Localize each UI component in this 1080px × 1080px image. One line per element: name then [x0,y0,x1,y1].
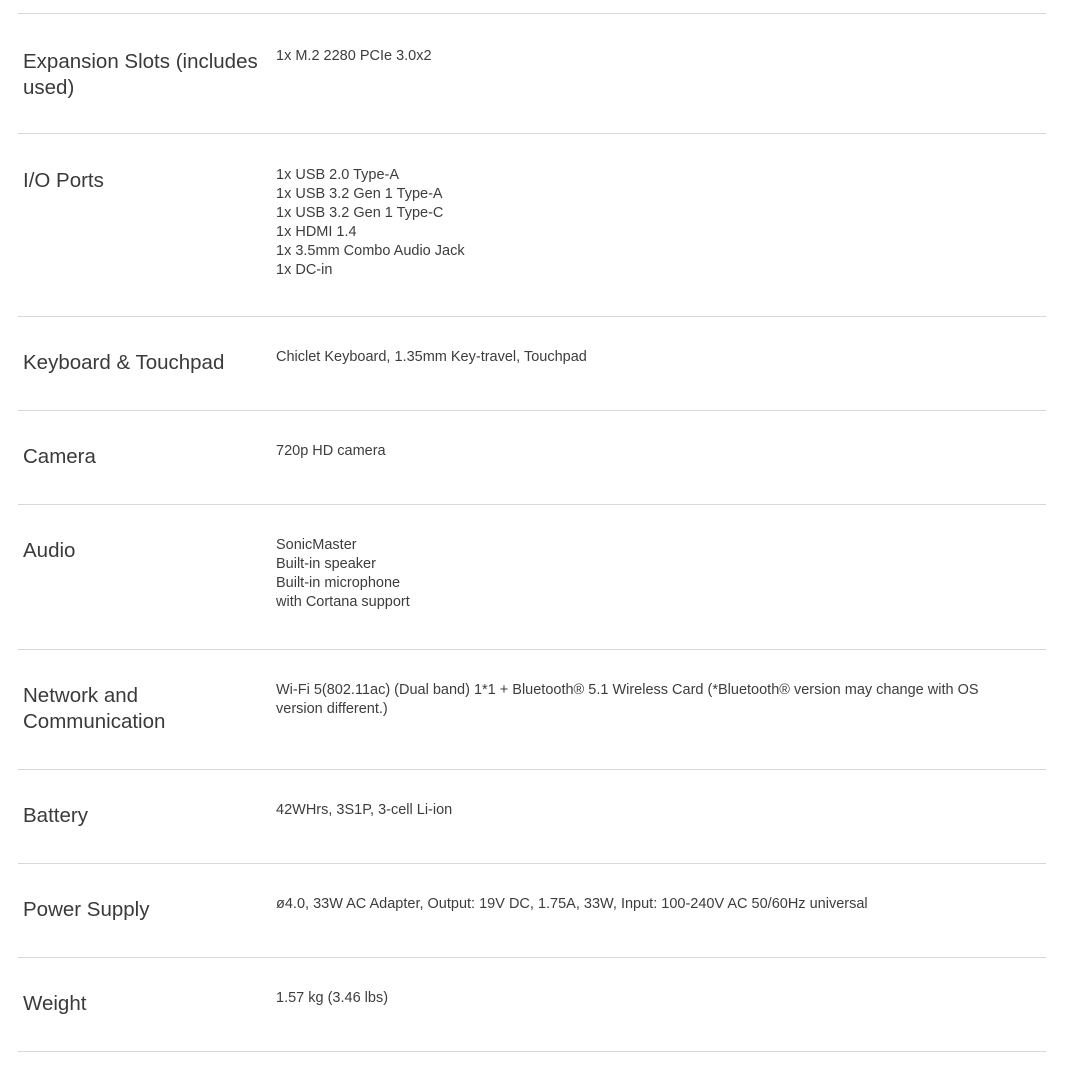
spec-value: 1x HDMI 1.4 [276,224,357,240]
spec-value: 1x DC-in [276,262,333,278]
spec-values [276,864,1046,957]
spec-value: with Cortana support [276,594,410,610]
spec-row-audio [18,505,1046,650]
spec-values [276,411,1046,504]
spec-value: ø4.0, 33W AC Adapter, Output: 19V DC, 1.75A, 33W, Input: 100-240V AC 50/60Hz universal [276,896,868,912]
spec-label: I/O Ports [23,169,104,192]
spec-values [276,14,1046,133]
spec-row-weight [18,958,1046,1052]
spec-label: Network and Communication [23,684,166,733]
spec-label: Weight [23,992,87,1015]
spec-value: 1.57 kg (3.46 lbs) [276,990,389,1006]
spec-value: SonicMaster [276,537,357,553]
spec-row-power-supply [18,864,1046,958]
spec-value: Built-in microphone [276,575,401,591]
spec-values [276,505,1046,649]
spec-value: 1x USB 2.0 Type-A [276,167,400,183]
spec-row-network-communication [18,650,1046,770]
spec-value: Wi-Fi 5(802.11ac) (Dual band) 1*1 + Bluetooth® 5.1 Wireless Card (*Bluetooth® version may change with OS version different.) [276,682,979,717]
spec-label: Power Supply [23,898,150,921]
spec-row-io-ports [18,134,1046,317]
spec-value: 1x M.2 2280 PCIe 3.0x2 [276,48,432,64]
spec-label: Keyboard & Touchpad [23,351,225,374]
spec-values [276,650,1046,769]
spec-row-expansion-slots [18,14,1046,134]
spec-values [276,770,1046,863]
spec-row-keyboard-touchpad [18,317,1046,411]
spec-values [276,958,1046,1051]
spec-value: 1x 3.5mm Combo Audio Jack [276,243,465,259]
spec-table [18,13,1046,1052]
spec-values [276,134,1046,316]
spec-label: Battery [23,804,88,827]
spec-label: Audio [23,539,76,562]
spec-label: Expansion Slots (includes used) [23,50,258,99]
spec-value: 1x USB 3.2 Gen 1 Type-C [276,205,444,221]
spec-value: 42WHrs, 3S1P, 3-cell Li-ion [276,802,453,818]
spec-label: Camera [23,445,96,468]
spec-values [276,317,1046,410]
spec-value: Built-in speaker [276,556,376,572]
spec-value: 1x USB 3.2 Gen 1 Type-A [276,186,443,202]
spec-value: 720p HD camera [276,443,386,459]
spec-row-camera [18,411,1046,505]
spec-row-battery [18,770,1046,864]
spec-value: Chiclet Keyboard, 1.35mm Key-travel, Touchpad [276,349,587,365]
